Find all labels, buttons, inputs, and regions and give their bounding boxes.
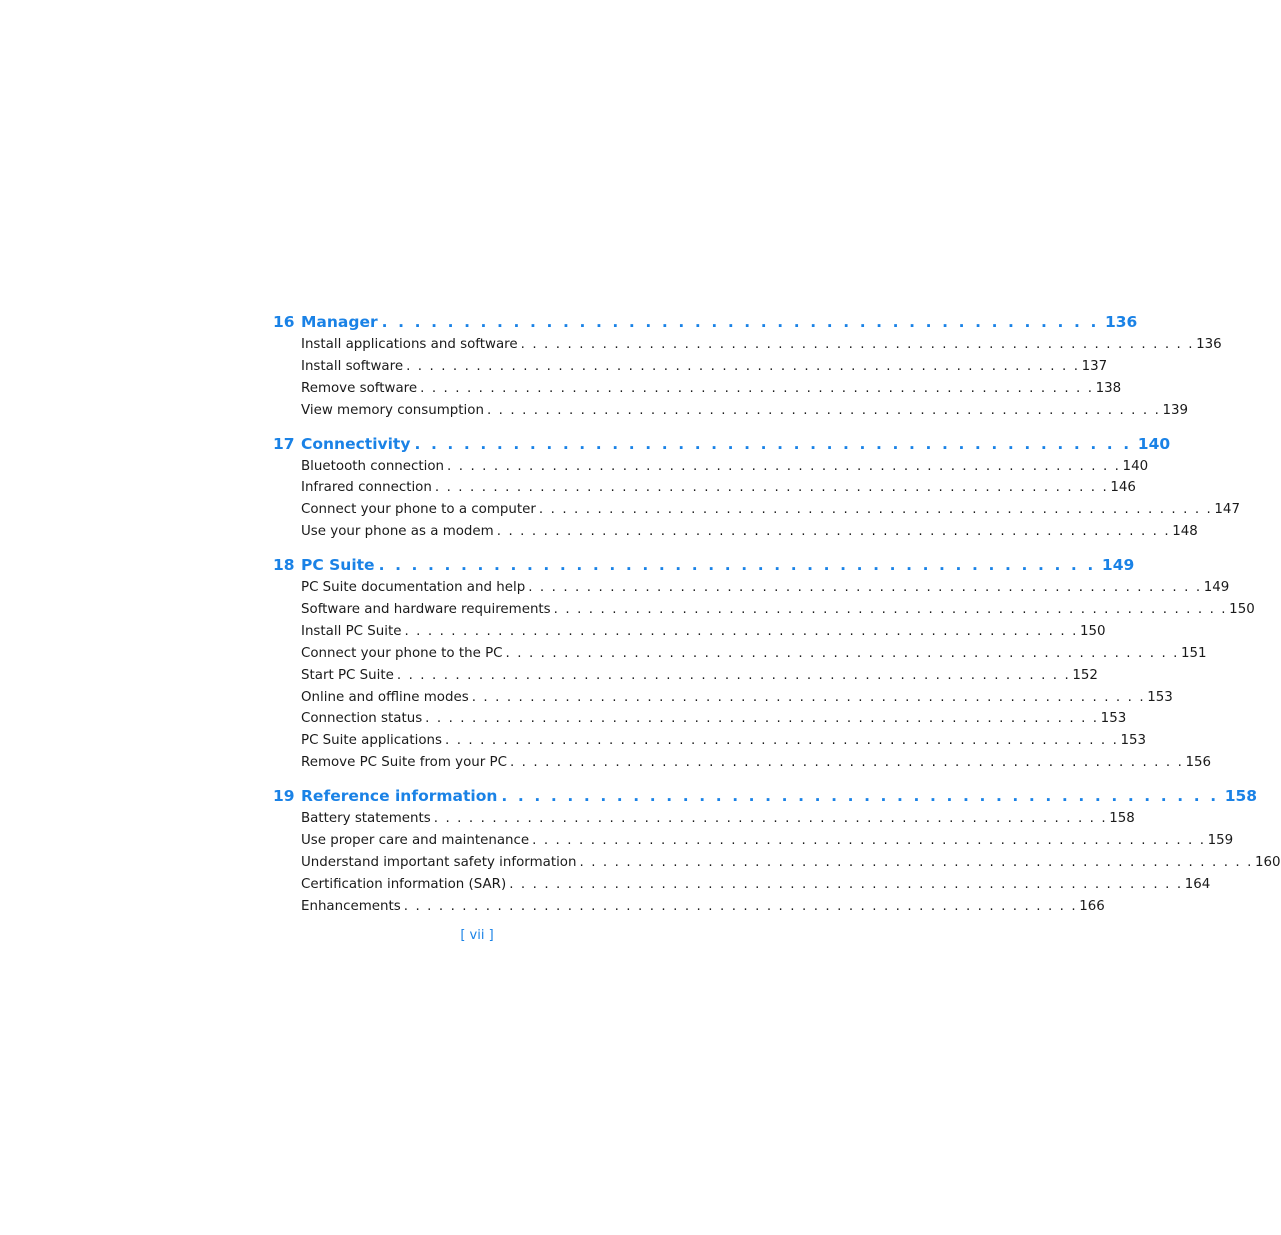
leader-dots: . . . . . . . . . . . . . . . . . . . . . . . . . . . . . . . . . . . . . . . . . . . . . . . . . . . . . . . . . . — [396, 667, 1071, 683]
leader-dots: . . . . . . . . . . . . . . . . . . . . . . . . . . . . . . . . . . . . . . . . . . . . — [414, 434, 1132, 453]
leader-dots: . . . . . . . . . . . . . . . . . . . . . . . . . . . . . . . . . . . . . . . . . . . . . . . . . . . . . . . . . . — [406, 358, 1080, 374]
entry-title: Connect your phone to a computer — [301, 502, 536, 518]
entry-page-number: 136 — [1196, 337, 1222, 352]
leader-dots: . . . . . . . . . . . . . . . . . . . . . . . . . . . . . . . . . . . . . . . . . . . . . . . . . . . . . . . . . . — [520, 337, 1195, 352]
chapter-heading[interactable] — [273, 310, 1138, 334]
entry-title: PC Suite applications — [301, 733, 442, 749]
toc-entry[interactable] — [301, 665, 1098, 687]
entry-title: Connection status — [301, 711, 423, 727]
entry-page-number: 147 — [1214, 502, 1240, 518]
entry-title: Infrared connection — [301, 480, 432, 496]
chapter-entries — [301, 577, 1255, 774]
table-of-contents — [273, 310, 1281, 928]
chapter-entries — [301, 808, 1281, 917]
entry-title: Remove PC Suite from your PC — [301, 755, 507, 771]
chapter-page-number: 140 — [1137, 434, 1171, 453]
entry-page-number: 148 — [1172, 524, 1198, 540]
toc-entry[interactable] — [301, 400, 1189, 422]
entry-page-number: 150 — [1079, 623, 1106, 639]
leader-dots: . . . . . . . . . . . . . . . . . . . . . . . . . . . . . . . . . . . . . . . . . . . . . . . . . . . . . . . . . . — [528, 580, 1202, 596]
leader-dots: . . . . . . . . . . . . . . . . . . . . . . . . . . . . . . . . . . . . . . . . . . . . . . . . . . . . . . . . . . — [420, 380, 1094, 396]
toc-chapter — [273, 432, 1240, 544]
entry-title: Use proper care and maintenance — [301, 833, 530, 849]
entry-page-number: 153 — [1100, 711, 1127, 727]
entry-page-number: 151 — [1181, 645, 1207, 661]
toc-entry[interactable] — [301, 456, 1149, 478]
leader-dots: . . . . . . . . . . . . . . . . . . . . . . . . . . . . . . . . . . . . . . . . . . . . — [378, 556, 1096, 575]
entry-title: PC Suite documentation and help — [301, 580, 526, 596]
entry-title: Install PC Suite — [301, 623, 402, 639]
chapter-number: 16 — [273, 313, 295, 331]
leader-dots: . . . . . . . . . . . . . . . . . . . . . . . . . . . . . . . . . . . . . . . . . . . . . . . . . . . . . . . . . . — [553, 602, 1228, 618]
entry-page-number: 164 — [1184, 876, 1211, 892]
entry-page-number: 140 — [1122, 458, 1149, 474]
chapter-heading[interactable] — [273, 784, 1258, 808]
leader-dots: . . . . . . . . . . . . . . . . . . . . . . . . . . . . . . . . . . . . . . . . . . . . . . . . . . . . . . . . . . — [538, 502, 1213, 518]
toc-chapter — [273, 310, 1222, 422]
toc-entry[interactable] — [301, 643, 1207, 665]
leader-dots: . . . . . . . . . . . . . . . . . . . . . . . . . . . . . . . . . . . . . . . . . . . . . . . . . . . . . . . . . . — [403, 898, 1078, 914]
entry-title: Connect your phone to the PC — [301, 645, 503, 661]
toc-entry[interactable] — [301, 830, 1234, 852]
toc-entry[interactable] — [301, 356, 1108, 378]
leader-dots: . . . . . . . . . . . . . . . . . . . . . . . . . . . . . . . . . . . . . . . . . . . . — [381, 313, 1099, 331]
toc-entry[interactable] — [301, 621, 1106, 643]
chapter-title: Connectivity — [301, 434, 411, 453]
toc-entry[interactable] — [301, 687, 1173, 709]
entry-title: Bluetooth connection — [301, 458, 445, 474]
entry-page-number: 137 — [1081, 358, 1108, 374]
page-number-footer: [ vii ] — [460, 928, 494, 943]
toc-entry[interactable] — [301, 752, 1212, 774]
leader-dots: . . . . . . . . . . . . . . . . . . . . . . . . . . . . . . . . . . . . . . . . . . . . — [501, 787, 1219, 806]
leader-dots: . . . . . . . . . . . . . . . . . . . . . . . . . . . . . . . . . . . . . . . . . . . . . . . . . . . . . . . . . . — [496, 524, 1171, 540]
leader-dots: . . . . . . . . . . . . . . . . . . . . . . . . . . . . . . . . . . . . . . . . . . . . . . . . . . . . . . . . . . — [471, 689, 1146, 705]
toc-entry[interactable] — [301, 499, 1240, 521]
entry-title: Start PC Suite — [301, 667, 394, 683]
toc-chapter — [273, 784, 1281, 917]
chapter-page-number: 136 — [1104, 313, 1138, 331]
entry-page-number: 149 — [1203, 580, 1230, 596]
chapter-number: 18 — [273, 556, 295, 575]
toc-entry[interactable] — [301, 874, 1211, 896]
leader-dots: . . . . . . . . . . . . . . . . . . . . . . . . . . . . . . . . . . . . . . . . . . . . . . . . . . . . . . . . . . — [447, 458, 1121, 474]
entry-page-number: 158 — [1109, 811, 1135, 827]
chapter-entries — [301, 456, 1240, 544]
leader-dots: . . . . . . . . . . . . . . . . . . . . . . . . . . . . . . . . . . . . . . . . . . . . . . . . . . . . . . . . . . — [425, 711, 1099, 727]
leader-dots: . . . . . . . . . . . . . . . . . . . . . . . . . . . . . . . . . . . . . . . . . . . . . . . . . . . . . . . . . . — [509, 876, 1183, 892]
entry-title: Software and hardware requirements — [301, 602, 551, 618]
entry-page-number: 146 — [1110, 480, 1136, 496]
chapter-page-number: 149 — [1101, 556, 1135, 575]
chapter-title: PC Suite — [301, 556, 375, 575]
toc-entry[interactable] — [301, 521, 1198, 543]
leader-dots: . . . . . . . . . . . . . . . . . . . . . . . . . . . . . . . . . . . . . . . . . . . . . . . . . . . . . . . . . . — [532, 833, 1206, 849]
toc-entry[interactable] — [301, 852, 1281, 874]
chapter-number: 19 — [273, 787, 295, 806]
entry-page-number: 160 — [1254, 854, 1281, 870]
toc-chapter — [273, 553, 1255, 774]
entry-page-number: 138 — [1095, 380, 1122, 396]
chapter-heading[interactable] — [273, 432, 1171, 456]
entry-page-number: 156 — [1185, 755, 1212, 771]
entry-page-number: 139 — [1162, 402, 1189, 418]
entry-title: Install software — [301, 358, 404, 374]
leader-dots: . . . . . . . . . . . . . . . . . . . . . . . . . . . . . . . . . . . . . . . . . . . . . . . . . . . . . . . . . . — [579, 854, 1253, 870]
leader-dots: . . . . . . . . . . . . . . . . . . . . . . . . . . . . . . . . . . . . . . . . . . . . . . . . . . . . . . . . . . — [444, 733, 1119, 749]
leader-dots: . . . . . . . . . . . . . . . . . . . . . . . . . . . . . . . . . . . . . . . . . . . . . . . . . . . . . . . . . . — [404, 623, 1078, 639]
chapter-title: Reference information — [301, 787, 498, 806]
toc-entry[interactable] — [301, 896, 1105, 918]
entry-page-number: 150 — [1229, 602, 1255, 618]
entry-page-number: 153 — [1120, 733, 1147, 749]
toc-entry[interactable] — [301, 378, 1122, 400]
entry-page-number: 159 — [1207, 833, 1234, 849]
entry-title: Use your phone as a modem — [301, 524, 494, 540]
chapter-entries — [301, 334, 1222, 422]
toc-entry[interactable] — [301, 808, 1135, 830]
entry-title: Understand important safety information — [301, 854, 577, 870]
chapter-title: Manager — [301, 313, 378, 331]
entry-page-number: 152 — [1072, 667, 1098, 683]
toc-entry[interactable] — [301, 708, 1127, 730]
entry-title: Remove software — [301, 380, 418, 396]
leader-dots: . . . . . . . . . . . . . . . . . . . . . . . . . . . . . . . . . . . . . . . . . . . . . . . . . . . . . . . . . . — [486, 402, 1161, 418]
chapter-number: 17 — [273, 434, 295, 453]
leader-dots: . . . . . . . . . . . . . . . . . . . . . . . . . . . . . . . . . . . . . . . . . . . . . . . . . . . . . . . . . . — [505, 645, 1180, 661]
leader-dots: . . . . . . . . . . . . . . . . . . . . . . . . . . . . . . . . . . . . . . . . . . . . . . . . . . . . . . . . . . — [509, 755, 1184, 771]
entry-title: Certification information (SAR) — [301, 876, 507, 892]
entry-page-number: 153 — [1147, 689, 1173, 705]
entry-page-number: 166 — [1079, 898, 1105, 914]
toc-entry[interactable] — [301, 599, 1255, 621]
entry-title: View memory consumption — [301, 402, 484, 418]
leader-dots: . . . . . . . . . . . . . . . . . . . . . . . . . . . . . . . . . . . . . . . . . . . . . . . . . . . . . . . . . . — [433, 811, 1108, 827]
entry-title: Enhancements — [301, 898, 401, 914]
toc-entry[interactable] — [301, 477, 1136, 499]
entry-title: Online and offline modes — [301, 689, 469, 705]
toc-entry[interactable] — [301, 730, 1147, 752]
toc-entry[interactable] — [301, 334, 1222, 356]
toc-entry[interactable] — [301, 577, 1230, 599]
entry-title: Battery statements — [301, 811, 431, 827]
chapter-page-number: 158 — [1224, 787, 1258, 806]
entry-title: Install applications and software — [301, 337, 518, 352]
leader-dots: . . . . . . . . . . . . . . . . . . . . . . . . . . . . . . . . . . . . . . . . . . . . . . . . . . . . . . . . . . — [434, 480, 1109, 496]
chapter-heading[interactable] — [273, 553, 1135, 577]
